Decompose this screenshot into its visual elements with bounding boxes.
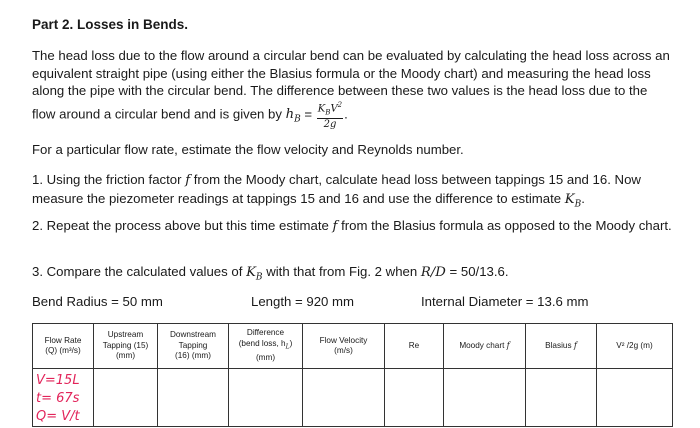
header-re: Re: [385, 324, 444, 369]
step-2: 2. Repeat the process above but this time estimate f from the Blasius formula as opposed to the Moody chart.: [32, 218, 672, 234]
cell-blasius[interactable]: [526, 369, 597, 427]
cell-upstream[interactable]: [94, 369, 158, 427]
formula-equals: =: [300, 106, 316, 122]
intro-text: The head loss due to the flow around a circular bend can be evaluated by calculating the head loss across an equivalent straight pipe (using either the Blasius formula or the Moody chart) and measuring the head loss along the pipe with the circular bend. The difference between these two values is the head loss due to the flow around a circular bend and is given by: [32, 48, 670, 122]
header-blasius: Blasius f: [526, 324, 597, 369]
header-difference: Difference (bend loss, $h_L$) (mm): [229, 324, 303, 369]
header-v2-2g: V² /2g (m): [597, 324, 673, 369]
results-table: [32, 323, 673, 427]
handwritten-flow-formula: Q= V/t: [36, 409, 80, 424]
handwritten-volume: V=15L: [36, 373, 80, 388]
cell-difference[interactable]: [229, 369, 303, 427]
header-upstream: Upstream Tapping (15) (mm): [94, 324, 158, 369]
header-downstream: Downstream Tapping (16) (mm): [158, 324, 229, 369]
step-1: 1. Using the friction factor f from the Moody chart, calculate head loss between tappings 15 and 16. Now measure the piezometer readings at tappings 15 and 16 and use the difference to estimate $K_B$.: [32, 172, 641, 210]
cell-re[interactable]: [385, 369, 444, 427]
cell-flow-rate[interactable]: [33, 369, 94, 427]
header-flow-velocity: Flow Velocity (m/s): [303, 324, 385, 369]
header-flow-rate: Flow Rate (Q) (m³/s): [33, 324, 94, 369]
bend-radius: Bend Radius = 50 mm: [32, 294, 163, 309]
formula-fraction: $\frac{K_BV^2}{2g}$: [317, 100, 343, 130]
instruction-text: For a particular flow rate, estimate the flow velocity and Reynolds number.: [32, 142, 464, 157]
internal-diameter: Internal Diameter = 13.6 mm: [421, 294, 589, 309]
header-moody: Moody chart f: [444, 324, 526, 369]
handwritten-notes: [33, 369, 93, 426]
cell-downstream[interactable]: [158, 369, 229, 427]
formula-lhs: $h_B$: [285, 107, 301, 125]
handwritten-time: t= 67s: [36, 391, 80, 406]
step-3: 3. Compare the calculated values of $K_B$ with that from Fig. 2 when R/D = 50/13.6.: [32, 264, 509, 283]
intro-paragraph: The head loss due to the flow around a circular bend can be evaluated by calculating the head loss across an equivalent straight pipe (using either the Blasius formula or the Moody chart) and measuring the head loss along the pipe with the circular bend. The difference between these two values is the head loss due to the flow around a circular bend and is given by $h_B$ = $\frac{K_BV^2}{2g}$ .: [32, 48, 670, 130]
table-header-row: [33, 324, 673, 369]
cell-flow-velocity[interactable]: [303, 369, 385, 427]
cell-v2-2g[interactable]: [597, 369, 673, 427]
section-title: Part 2. Losses in Bends.: [32, 17, 189, 32]
table-row: [33, 369, 673, 427]
pipe-length: Length = 920 mm: [251, 294, 355, 309]
cell-moody[interactable]: [444, 369, 526, 427]
